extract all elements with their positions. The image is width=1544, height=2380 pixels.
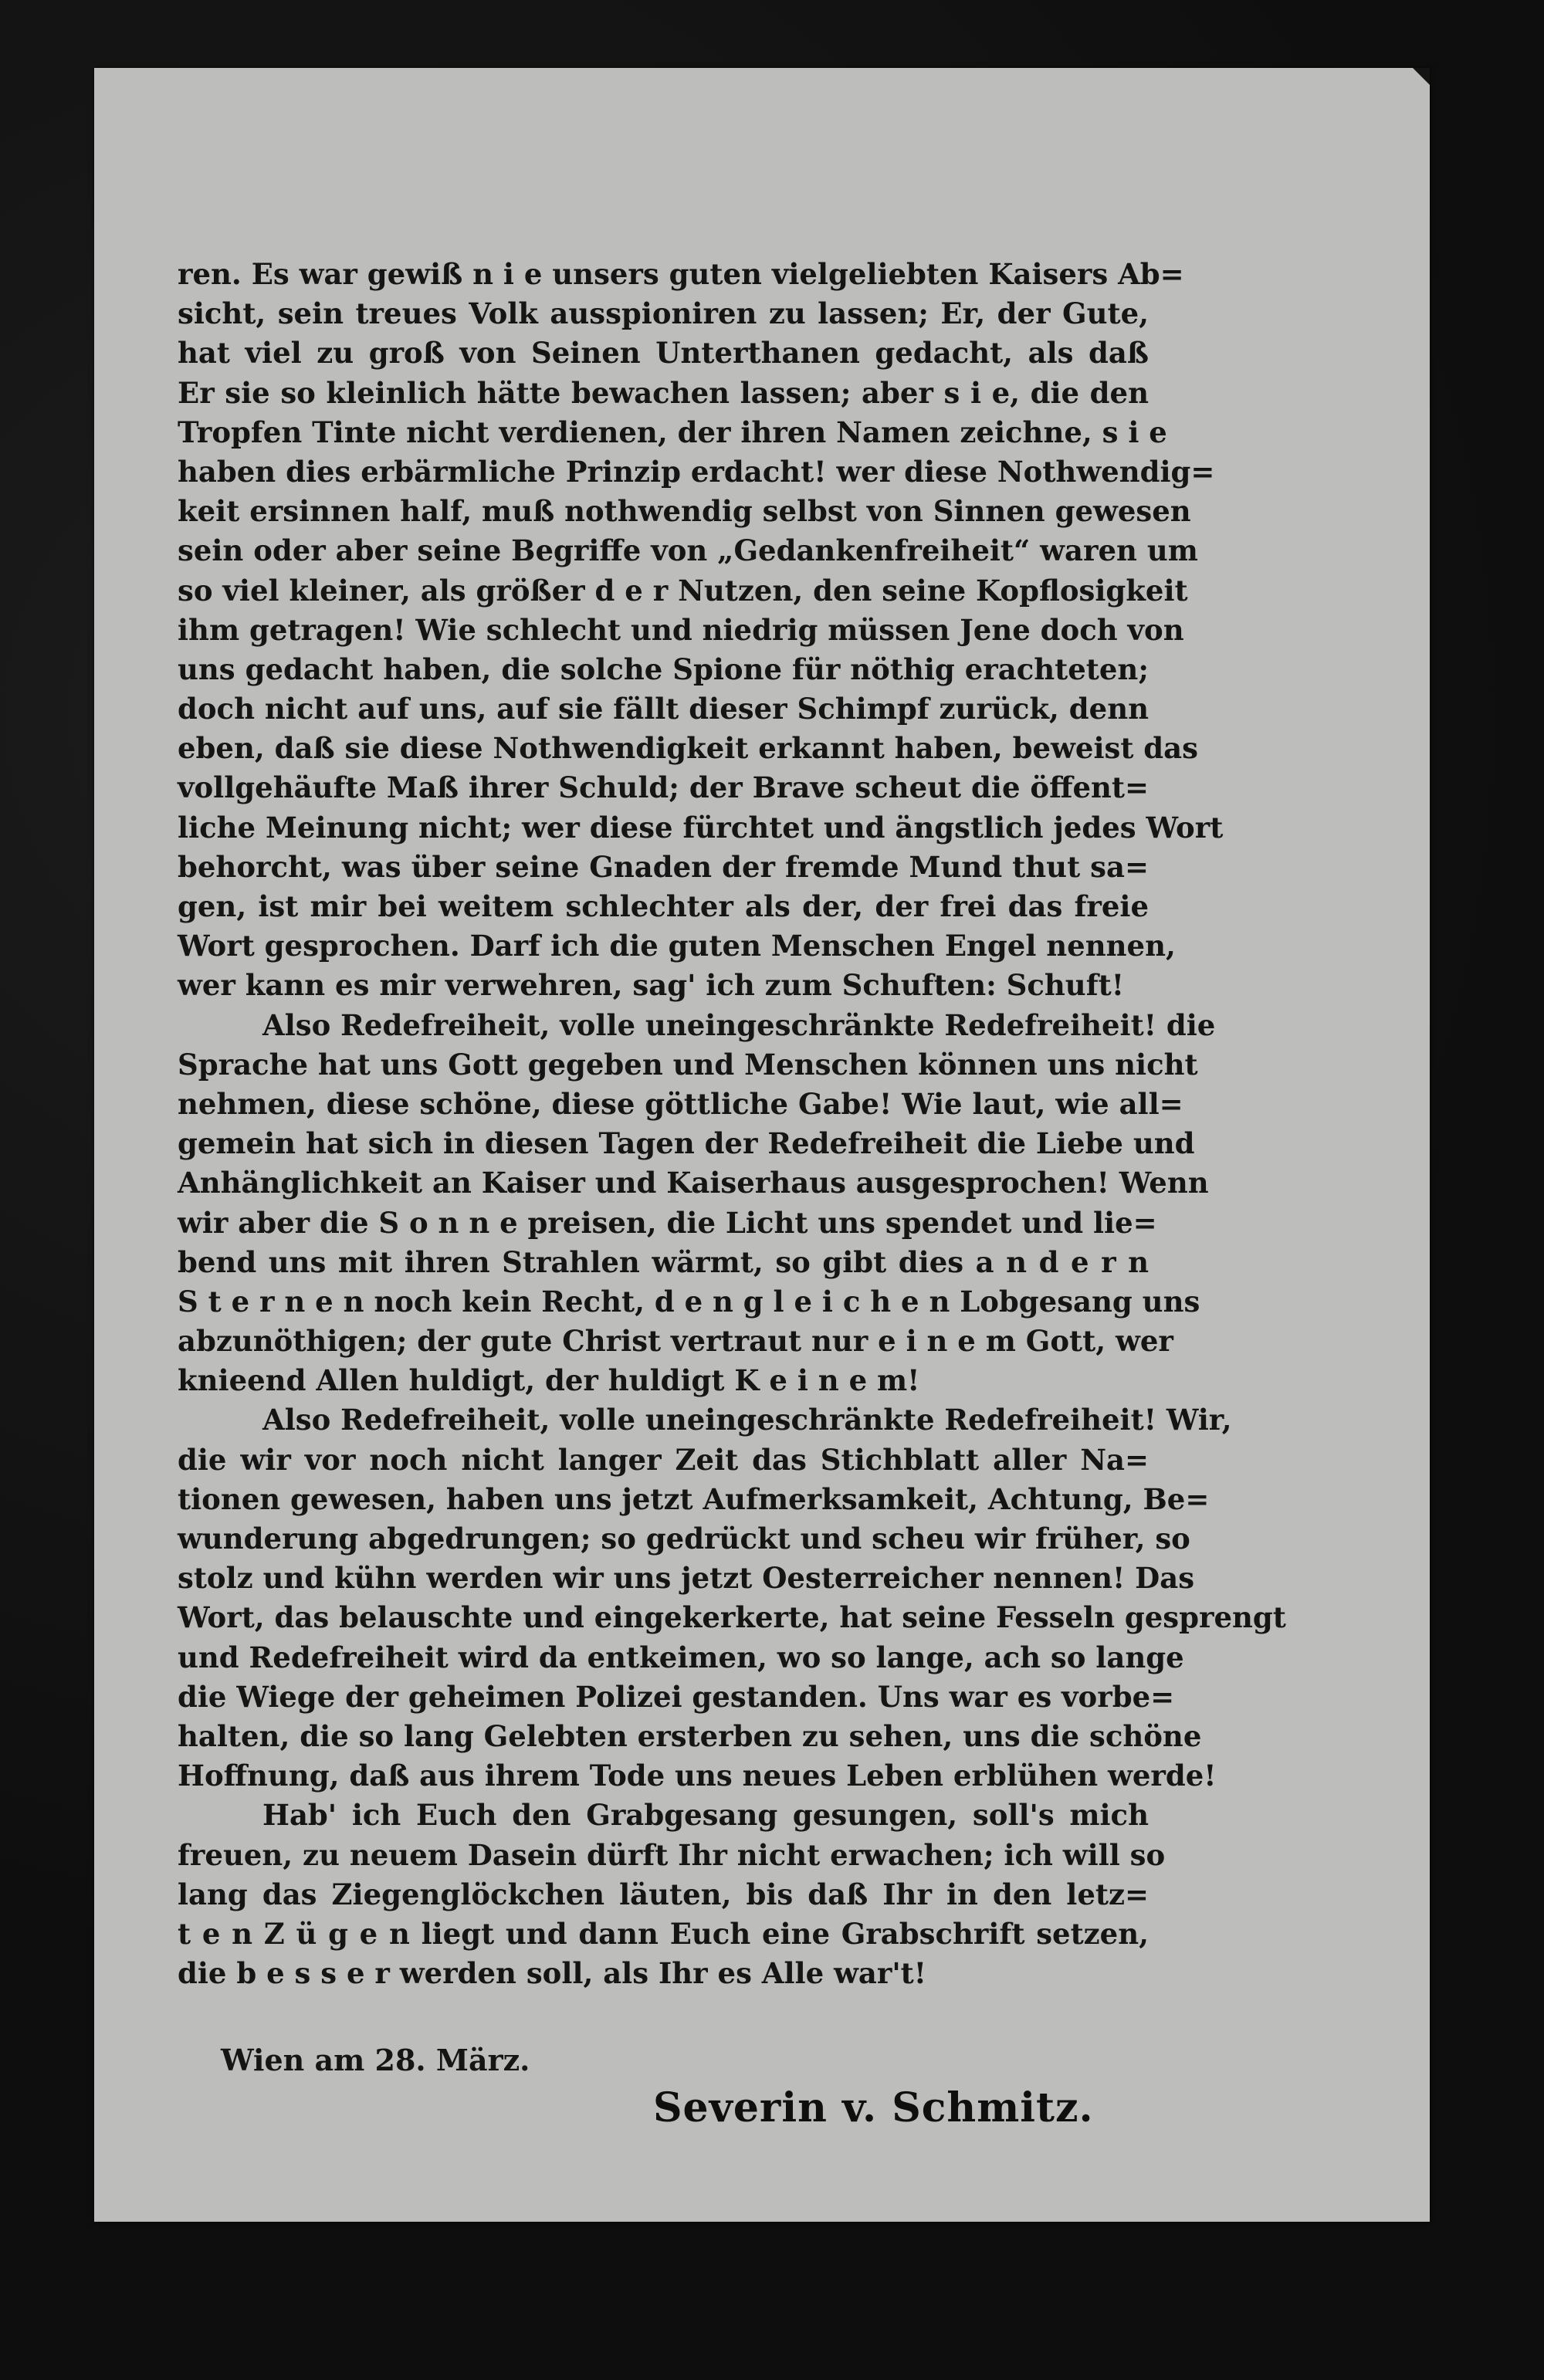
text-line: gemein hat sich in diesen Tagen der Redefreiheit die Liebe und <box>178 1126 1195 1161</box>
text-line: die wir vor noch nicht langer Zeit das Stichblatt aller Na= <box>178 1442 1149 1477</box>
text-line: Wort, das belauschte und eingekerkerte, hat seine Fesseln gesprengt <box>178 1600 1286 1635</box>
text-line: Er sie so kleinlich hätte bewachen lassen; aber s i e, die den <box>178 375 1149 410</box>
text-line: keit ersinnen half, muß nothwendig selbst von Sinnen gewesen <box>178 494 1191 529</box>
text-line: liche Meinung nicht; wer diese fürchtet und ängstlich jedes Wort <box>178 810 1224 845</box>
text-line: die Wiege der geheimen Polizei gestanden. Uns war es vorbe= <box>178 1679 1175 1714</box>
text-line: haben dies erbärmliche Prinzip erdacht! wer diese Nothwendig= <box>178 454 1215 489</box>
dateline: Wien am 28. März. <box>221 2043 530 2077</box>
text-line: Hoffnung, daß aus ihrem Tode uns neues Leben erblühen werde! <box>178 1759 1217 1793</box>
text-line: lang das Ziegenglöckchen läuten, bis daß Ihr in den letz= <box>178 1877 1149 1911</box>
text-line: die b e s s e r werden soll, als Ihr es Alle war't! <box>178 1956 927 1991</box>
text-line: eben, daß sie diese Nothwendigkeit erkannt haben, beweist das <box>178 731 1198 766</box>
text-line: vollgehäufte Maß ihrer Schuld; der Brave scheut die öffent= <box>178 770 1149 805</box>
text-line: und Redefreiheit wird da entkeimen, wo so lange, ach so lange <box>178 1640 1184 1674</box>
text-line: uns gedacht haben, die solche Spione für nöthig erachteten; <box>178 652 1149 686</box>
body-text <box>178 255 1286 1993</box>
text-line: gen, ist mir bei weitem schlechter als der, der frei das freie <box>178 889 1149 923</box>
text-line: Sprache hat uns Gott gegeben und Menschen können uns nicht <box>178 1047 1198 1082</box>
text-line: knieend Allen huldigt, der huldigt K e i n e m! <box>178 1363 920 1398</box>
text-line: hat viel zu groß von Seinen Unterthanen gedacht, als daß <box>178 336 1149 371</box>
text-line: ihm getragen! Wie schlecht und niedrig müssen Jene doch von <box>178 612 1184 647</box>
text-line: Wort gesprochen. Darf ich die guten Menschen Engel nennen, <box>178 929 1176 963</box>
text-line: ren. Es war gewiß n i e unsers guten vielgeliebten Kaisers Ab= <box>178 257 1184 291</box>
text-line: Also Redefreiheit, volle uneingeschränkte Redefreiheit! Wir, <box>262 1403 1232 1437</box>
text-line: doch nicht auf uns, auf sie fällt dieser Schimpf zurück, denn <box>178 692 1149 726</box>
text-line: Tropfen Tinte nicht verdienen, der ihren Namen zeichne, s i e <box>178 415 1167 449</box>
text-line: abzunöthigen; der gute Christ vertraut nur e i n e m Gott, wer <box>178 1324 1173 1359</box>
text-line: wer kann es mir verwehren, sag' ich zum Schuften: Schuft! <box>178 968 1124 1003</box>
text-line: wunderung abgedrungen; so gedrückt und scheu wir früher, so <box>178 1522 1190 1556</box>
text-line: bend uns mit ihren Strahlen wärmt, so gibt dies a n d e r n <box>178 1244 1149 1279</box>
text-line: nehmen, diese schöne, diese göttliche Gabe! Wie laut, wie all= <box>178 1086 1183 1121</box>
text-line: freuen, zu neuem Dasein dürft Ihr nicht erwachen; ich will so <box>178 1837 1166 1872</box>
text-line: Also Redefreiheit, volle uneingeschränkte Redefreiheit! die <box>262 1007 1216 1042</box>
text-line: Hab' ich Euch den Grabgesang gesungen, soll's mich <box>262 1798 1149 1833</box>
text-line: so viel kleiner, als größer d e r Nutzen, den seine Kopflosigkeit <box>178 573 1188 608</box>
text-line: tionen gewesen, haben uns jetzt Aufmerksamkeit, Achtung, Be= <box>178 1481 1210 1516</box>
text-line: behorcht, was über seine Gnaden der fremde Mund thut sa= <box>178 849 1149 884</box>
text-line: t e n Z ü g e n liegt und dann Euch eine Grabschrift setzen, <box>178 1916 1149 1951</box>
text-line: S t e r n e n noch kein Recht, d e n g l e i c h e n Lobgesang uns <box>178 1284 1200 1319</box>
text-line: Anhänglichkeit an Kaiser und Kaiserhaus ausgesprochen! Wenn <box>178 1166 1209 1200</box>
text-line: sein oder aber seine Begriffe von „Gedankenfreiheit“ waren um <box>178 533 1198 568</box>
text-line: stolz und kühn werden wir uns jetzt Oesterreicher nennen! Das <box>178 1561 1195 1596</box>
text-line: wir aber die S o n n e preisen, die Licht uns spendet und lie= <box>178 1205 1157 1240</box>
text-line: halten, die so lang Gelebten ersterben zu sehen, uns die schöne <box>178 1718 1202 1753</box>
text-line: sicht, sein treues Volk ausspioniren zu lassen; Er, der Gute, <box>178 296 1149 331</box>
author-signature: Severin v. Schmitz. <box>653 2084 1094 2131</box>
